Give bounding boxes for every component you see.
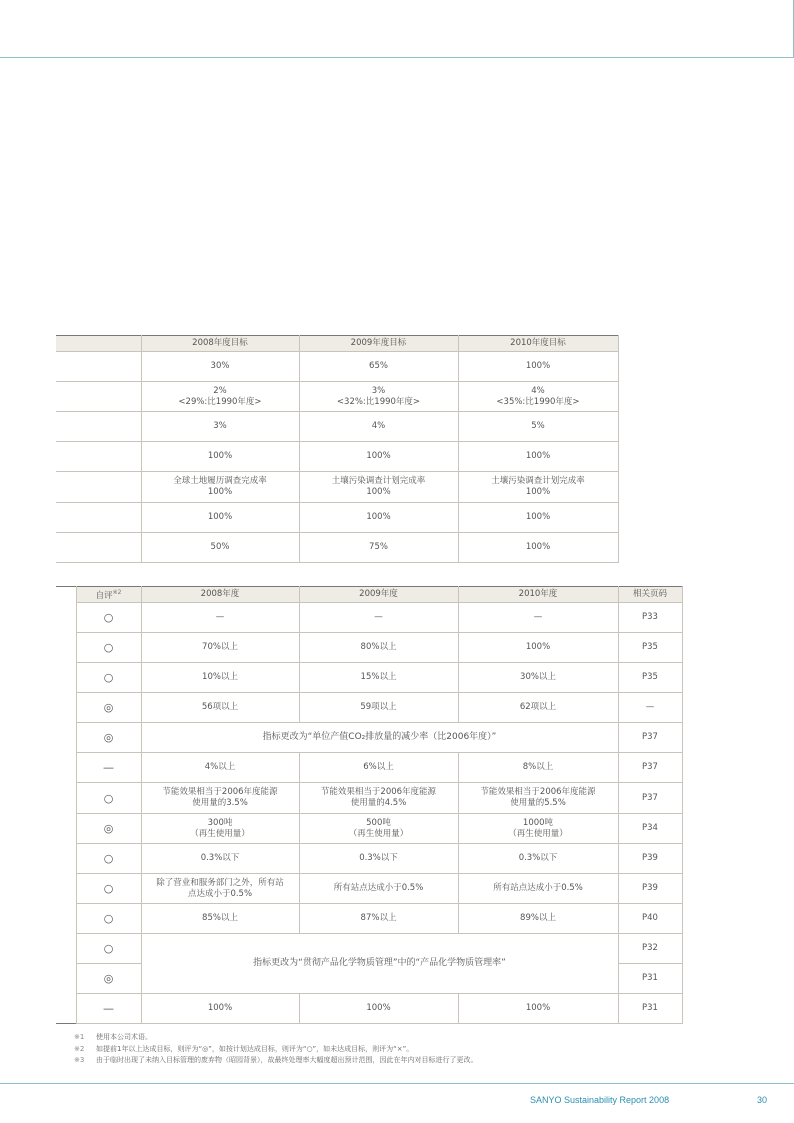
table-row	[56, 723, 682, 753]
row-blank	[56, 753, 76, 783]
result-cell: 8%以上	[458, 753, 618, 783]
footnote: ※2 如提前1年以上达成目标，则评为“◎”，如按计划达成目标，则评为“○”，如未达成目标，则评为“×”。	[74, 1044, 414, 1053]
table-row	[56, 412, 618, 442]
row-blank	[56, 603, 76, 633]
page-ref: P37	[618, 783, 682, 814]
eval-symbol: ○	[76, 904, 141, 934]
result-cell: 4%以上	[141, 753, 299, 783]
page-ref: P35	[618, 663, 682, 693]
eval-symbol: ◎	[76, 723, 141, 753]
target-cell: 100%	[141, 442, 299, 472]
row-label-cell	[56, 503, 141, 533]
table-row	[56, 814, 682, 844]
result-cell: 节能效果相当于2006年度能源 使用量的5.5%	[458, 783, 618, 814]
table-row	[56, 994, 682, 1024]
row-blank	[56, 723, 76, 753]
table-row	[56, 663, 682, 693]
eval-symbol: —	[76, 994, 141, 1024]
target-cell: 3% <32%:比1990年度>	[299, 382, 458, 412]
target-cell: 75%	[299, 533, 458, 563]
footer-rule	[0, 1083, 794, 1084]
target-cell: 3%	[141, 412, 299, 442]
targets-header-blank	[56, 336, 141, 352]
targets-header-2008: 2008年度目标	[141, 336, 299, 352]
targets-table	[56, 335, 619, 563]
target-cell: 100%	[141, 503, 299, 533]
top-rule	[0, 57, 794, 58]
footnotes	[74, 1032, 478, 1067]
row-label-cell	[56, 472, 141, 503]
page-ref: P31	[618, 964, 682, 994]
row-label-cell	[56, 382, 141, 412]
table-row	[56, 874, 682, 904]
target-cell: 4% <35%:比1990年度>	[458, 382, 618, 412]
row-blank	[56, 814, 76, 844]
result-cell: 100%	[141, 994, 299, 1024]
page-ref: P37	[618, 753, 682, 783]
page-ref: P32	[618, 934, 682, 964]
page-ref: —	[618, 693, 682, 723]
eval-symbol: ○	[76, 934, 141, 964]
eval-symbol: ○	[76, 603, 141, 633]
eval-symbol: ○	[76, 783, 141, 814]
table-row	[56, 753, 682, 783]
result-cell: 300吨 （再生使用量）	[141, 814, 299, 844]
table-row	[56, 693, 682, 723]
result-cell: 80%以上	[299, 633, 458, 663]
target-cell: 2% <29%:比1990年度>	[141, 382, 299, 412]
table-row	[56, 533, 618, 563]
merged-result-cell: 指标更改为“单位产值CO₂排放量的减少率（比2006年度）”	[141, 723, 618, 753]
page-ref: P39	[618, 874, 682, 904]
results-header-row	[56, 587, 682, 603]
page-ref: P39	[618, 844, 682, 874]
table-row	[56, 382, 618, 412]
result-cell: 除了营业和服务部门之外，所有站 点达成小于0.5%	[141, 874, 299, 904]
target-cell: 4%	[299, 412, 458, 442]
targets-header-2010: 2010年度目标	[458, 336, 618, 352]
row-blank	[56, 844, 76, 874]
target-cell: 土壤污染调查计划完成率 100%	[299, 472, 458, 503]
result-cell: 1000吨 （再生使用量）	[458, 814, 618, 844]
result-cell: 节能效果相当于2006年度能源 使用量的3.5%	[141, 783, 299, 814]
results-header-eval: 自评$^{※2}$	[76, 587, 141, 603]
result-cell: 87%以上	[299, 904, 458, 934]
result-cell: —	[458, 603, 618, 633]
row-blank	[56, 934, 76, 964]
result-cell: 6%以上	[299, 753, 458, 783]
table-row	[56, 603, 682, 633]
table-row	[56, 904, 682, 934]
results-left-blank	[56, 587, 76, 603]
row-blank	[56, 783, 76, 814]
result-cell: 100%	[458, 994, 618, 1024]
eval-symbol: ○	[76, 663, 141, 693]
result-cell: 56项以上	[141, 693, 299, 723]
results-header-2009: 2009年度	[299, 587, 458, 603]
result-cell: 节能效果相当于2006年度能源 使用量的4.5%	[299, 783, 458, 814]
result-cell: 10%以上	[141, 663, 299, 693]
targets-header-2009: 2009年度目标	[299, 336, 458, 352]
target-cell: 100%	[458, 533, 618, 563]
row-blank	[56, 964, 76, 994]
eval-symbol: ○	[76, 874, 141, 904]
result-cell: 100%	[458, 633, 618, 663]
result-cell: 0.3%以下	[141, 844, 299, 874]
target-cell: 100%	[458, 442, 618, 472]
row-blank	[56, 693, 76, 723]
target-cell: 50%	[141, 533, 299, 563]
result-cell: 30%以上	[458, 663, 618, 693]
footnote: ※1 使用本公司术语。	[74, 1033, 152, 1041]
table-row	[56, 934, 682, 964]
results-header-page: 相关页码	[618, 587, 682, 603]
merged-result-cell: 指标更改为“贯彻产品化学物质管理”中的“产品化学物质管理率”	[141, 934, 618, 994]
page-ref: P40	[618, 904, 682, 934]
row-label-cell	[56, 533, 141, 563]
target-cell: 100%	[299, 442, 458, 472]
result-cell: 0.3%以下	[458, 844, 618, 874]
row-blank	[56, 663, 76, 693]
result-cell: 所有站点达成小于0.5%	[299, 874, 458, 904]
row-blank	[56, 633, 76, 663]
results-table	[56, 586, 683, 1024]
page-ref: P34	[618, 814, 682, 844]
result-cell: —	[141, 603, 299, 633]
page-number: 30	[757, 1095, 768, 1105]
table-row	[56, 783, 682, 814]
target-cell: 土壤污染调查计划完成率 100%	[458, 472, 618, 503]
row-blank	[56, 904, 76, 934]
result-cell: 85%以上	[141, 904, 299, 934]
table-row	[56, 503, 618, 533]
page-ref: P35	[618, 633, 682, 663]
target-cell: 全球土地履历调查完成率 100%	[141, 472, 299, 503]
result-cell: 所有站点达成小于0.5%	[458, 874, 618, 904]
table-row	[56, 844, 682, 874]
target-cell: 100%	[299, 503, 458, 533]
eval-symbol: ○	[76, 844, 141, 874]
footnote: ※3 由于临时出现了未纳入目标管理的废弃物（昭园背景），故最终处理率大幅度超出预计范围，因此在年内对目标进行了更改。	[74, 1056, 478, 1064]
result-cell: —	[299, 603, 458, 633]
target-cell: 100%	[458, 352, 618, 382]
targets-header-row	[56, 336, 618, 352]
result-cell: 62项以上	[458, 693, 618, 723]
eval-symbol: ○	[76, 633, 141, 663]
footer-title: SANYO Sustainability Report 2008	[530, 1095, 670, 1105]
result-cell: 0.3%以下	[299, 844, 458, 874]
eval-symbol: ◎	[76, 964, 141, 994]
results-header-2010: 2010年度	[458, 587, 618, 603]
result-cell: 500吨 （再生使用量）	[299, 814, 458, 844]
footnote-mark: ※2	[112, 589, 122, 597]
table-row	[56, 633, 682, 663]
target-cell: 65%	[299, 352, 458, 382]
row-label-cell	[56, 352, 141, 382]
row-blank	[56, 994, 76, 1024]
eval-symbol: ◎	[76, 814, 141, 844]
result-cell: 100%	[299, 994, 458, 1024]
page-ref: P33	[618, 603, 682, 633]
result-cell: 15%以上	[299, 663, 458, 693]
row-label-cell	[56, 442, 141, 472]
row-blank	[56, 874, 76, 904]
page-ref: P31	[618, 994, 682, 1024]
table-row	[56, 472, 618, 503]
table-row	[56, 352, 618, 382]
page-ref: P37	[618, 723, 682, 753]
result-cell: 89%以上	[458, 904, 618, 934]
table-row	[56, 442, 618, 472]
target-cell: 100%	[458, 503, 618, 533]
target-cell: 30%	[141, 352, 299, 382]
row-label-cell	[56, 412, 141, 442]
result-cell: 70%以上	[141, 633, 299, 663]
target-cell: 5%	[458, 412, 618, 442]
eval-symbol: —	[76, 753, 141, 783]
result-cell: 59项以上	[299, 693, 458, 723]
eval-symbol: ◎	[76, 693, 141, 723]
results-header-2008: 2008年度	[141, 587, 299, 603]
